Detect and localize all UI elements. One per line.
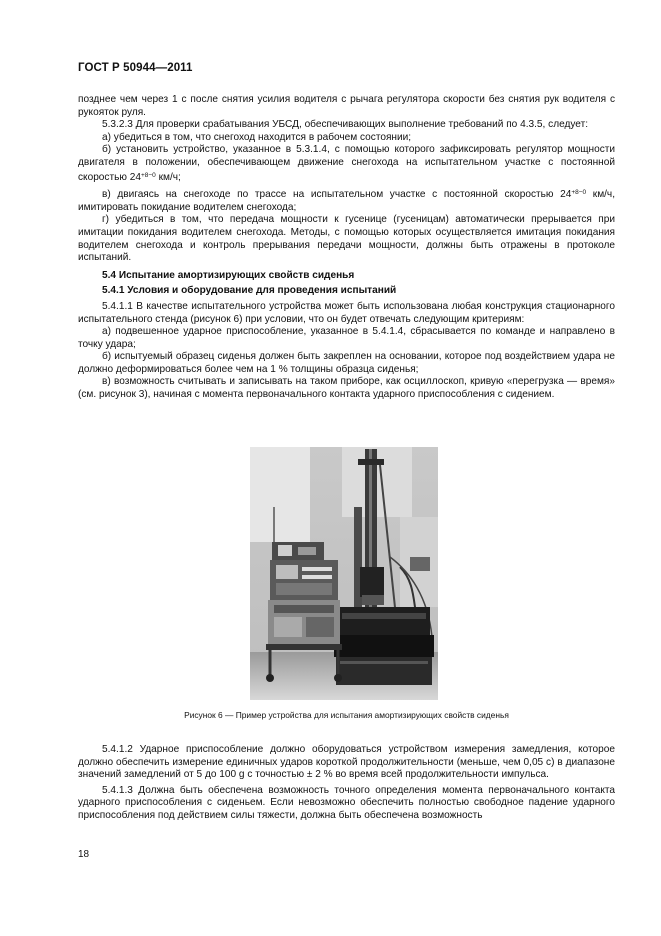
section-heading-5-4: 5.4 Испытание амортизирующих свойств сиденья <box>102 269 355 281</box>
page-number: 18 <box>78 849 90 860</box>
text-block-lower <box>78 744 615 823</box>
list-item-v-text: в) двигаясь на снегоходе по трассе на испытательном участке с постоянной скоростью 24 <box>102 189 572 201</box>
list-item-g: г) убедиться в том, что передача мощности к гусенице (гусеницам) автоматически прерывается при имитации покидания водителем снегохода. Методы, с помощью которых осуществляется имитация покидания водителем снегохода и контроль прерывания передачи мощности, должны быть отражены в протоколе испытаний. <box>78 214 615 264</box>
paragraph-5-4-1-3: 5.4.1.3 Должна быть обеспечена возможность точного определения момента первоначального контакта ударного приспособления с сиденьем. Если невозможно обеспечить полностью свободное падение ударного приспособления под действием силы тяжести, должна быть обеспечена возможность <box>78 784 615 821</box>
paragraph-5-4-1-2: 5.4.1.2 Ударное приспособление должно оборудоваться устройством измерения замедления, которое должно обеспечить измерение единичных ударов короткой продолжительности (меньше, чем 0,05 с) в диапазоне значений замедлений от 5 до 100 g с точностью ± 2 % во время всей продолжительности импульса. <box>78 744 615 781</box>
criteria-item-b: б) испытуемый образец сиденья должен быть закреплен на основании, которое под воздействием удара не должно деформироваться более чем на 1 % толщины образца сиденья; <box>78 351 615 375</box>
list-item-v <box>78 187 615 214</box>
paragraph: позднее чем через 1 с после снятия усилия водителя с рычага регулятора скорости без снятия рук водителя с рукояток руля. <box>78 94 615 118</box>
list-item-b <box>78 144 615 184</box>
list-item-b-text: б) установить устройство, указанное в 5.3.1.4, с помощью которого зафиксировать регулятор мощности двигателя в положении, обеспечивающем движение снегохода на испытательном участке с постоянной скоростью 24 <box>78 144 615 183</box>
criteria-item-a: а) подвешенное ударное приспособление, указанное в 5.4.1.4, сбрасывается по команде и направлено в точку удара; <box>78 326 615 350</box>
figure-6-photo <box>250 447 438 700</box>
speed-tolerance: +8−0 <box>140 171 156 179</box>
section-heading-5-4-1: 5.4.1 Условия и оборудование для проведения испытаний <box>102 285 397 297</box>
list-item-v-rest: км/ч, имитировать покидание водителем снегохода; <box>78 189 615 213</box>
text-block-upper <box>78 94 615 402</box>
list-item-a: а) убедиться в том, что снегоход находится в рабочем состоянии; <box>102 131 412 143</box>
paragraph-5-3-2-3: 5.3.2.3 Для проверки срабатывания УБСД, обеспечивающих выполнение требований по 4.3.5, следует: <box>102 119 589 131</box>
speed-tolerance: +8−0 <box>571 189 587 197</box>
document-header: ГОСТ Р 50944—2011 <box>78 62 193 74</box>
speed-unit: км/ч; <box>155 171 181 183</box>
paragraph-5-4-1-1: 5.4.1.1 В качестве испытательного устройства может быть использована любая конструкция стационарного испытательного стенда (рисунок 6) при условии, что он будет отвечать следующим критериям: <box>78 300 615 325</box>
criteria-item-v: в) возможность считывать и записывать на таком приборе, как осциллоскоп, кривую «перегрузка — время» (см. рисунок 3), начиная с момента первоначального контакта ударного приспособления с сидением. <box>78 376 615 401</box>
figure-caption: Рисунок 6 — Пример устройства для испытания амортизирующих свойств сиденья <box>184 710 509 720</box>
